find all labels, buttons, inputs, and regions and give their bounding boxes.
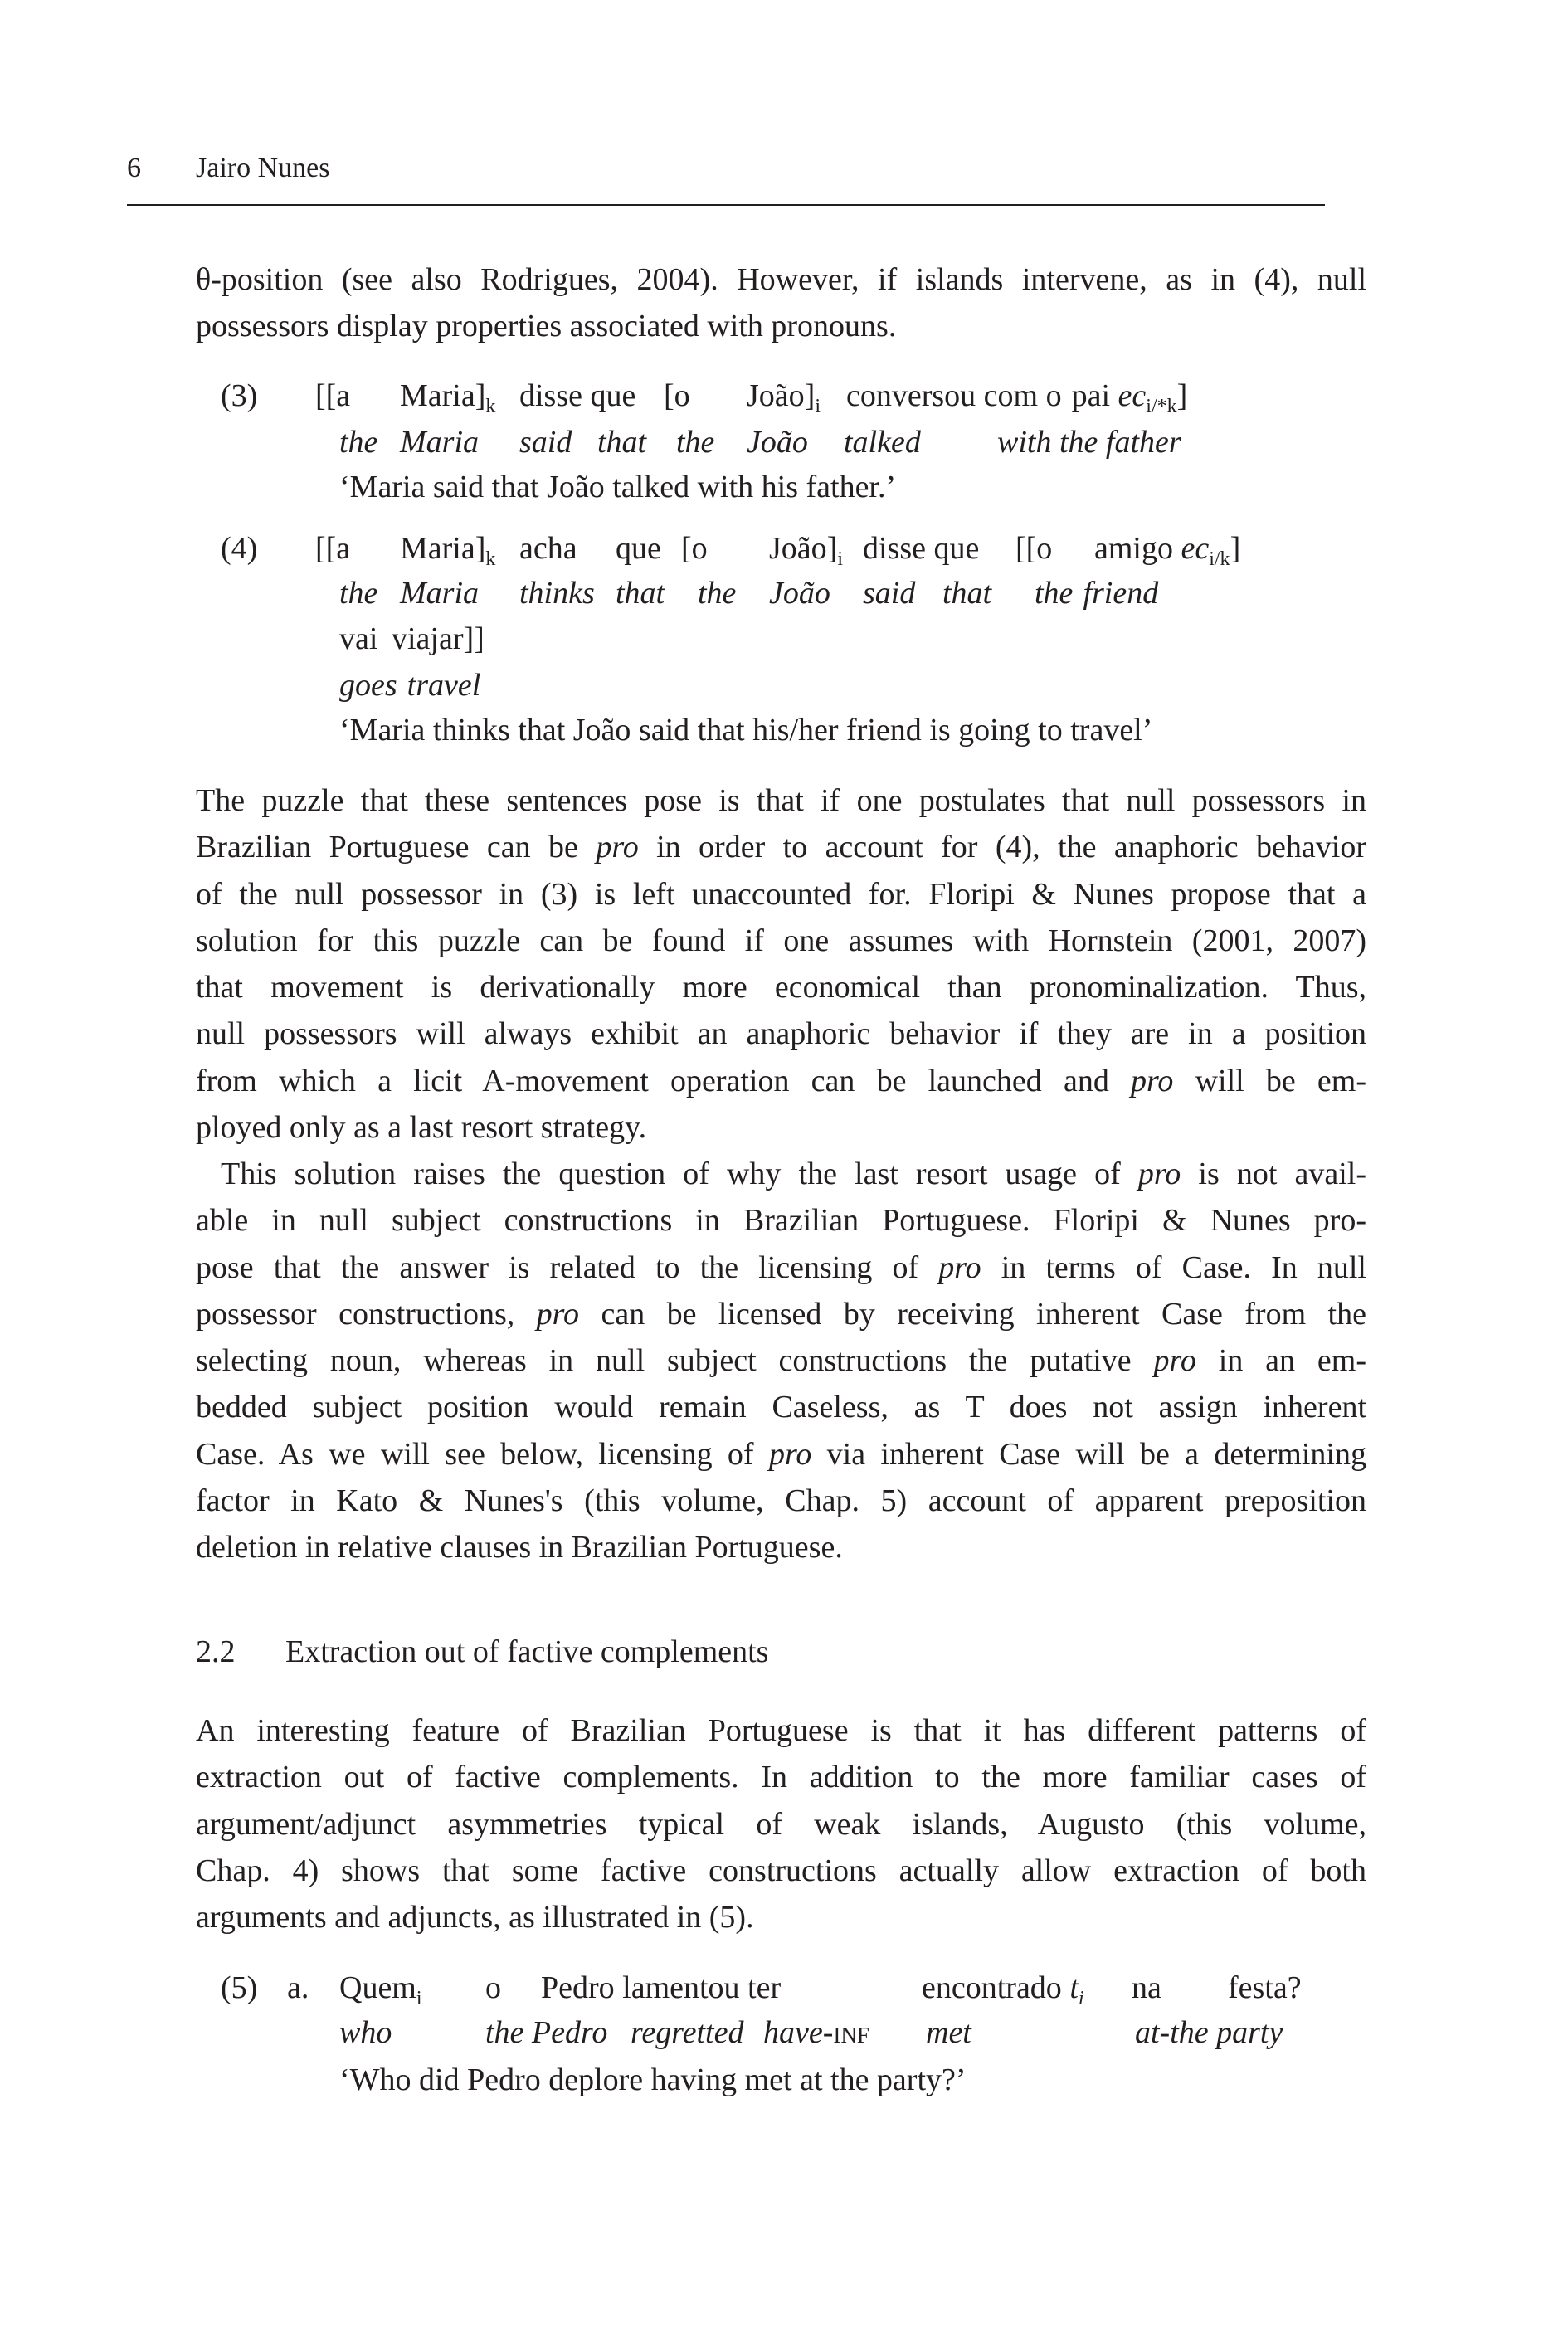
gloss-word: travel [407, 668, 481, 703]
gloss-word: talked [844, 425, 921, 460]
text-line [196, 1707, 1366, 1754]
text-segment: able in null subject constructions in Brazilian Portuguese. Floripi & Nunes pro- [196, 1203, 1366, 1239]
text-segment: arguments and adjuncts, as illustrated in (5). [196, 1900, 754, 1936]
text-segment: deletion in relative clauses in Brazilian Portuguese. [196, 1530, 843, 1566]
text-line [196, 1197, 1366, 1244]
text-line [196, 918, 1366, 964]
paragraph-3 [196, 1151, 1366, 1571]
text-segment: Brazilian Portuguese can be [196, 830, 597, 865]
text-line [196, 1478, 1366, 1524]
text-segment: An interesting feature of Brazilian Portuguese is that it has different patterns of [196, 1713, 1366, 1748]
example-4-gloss-continued [0, 662, 490, 709]
gloss-word: who [339, 2015, 392, 2050]
word: $Maria]_k$ [400, 531, 496, 570]
italic-term: pro [1153, 1343, 1196, 1379]
text-segment: θ-position (see also Rodrigues, 2004). However, if islands intervene, as in (4), null [196, 262, 1366, 297]
text-segment: that movement is derivationally more economical than pronominalization. Thus, [196, 970, 1366, 1006]
example-3-gloss [0, 419, 1191, 465]
word: disse que [519, 378, 636, 413]
word: pai $ec_{i/*k}$] [1071, 378, 1188, 417]
gloss-word: goes [339, 668, 397, 703]
gloss-word: the [1035, 576, 1074, 611]
running-header-author: Jairo Nunes [196, 153, 330, 183]
gloss-word: with the father [997, 425, 1181, 460]
example-4-source-continued [0, 616, 494, 662]
translation: ‘Who did Pedro deplore having met at the party?’ [339, 2062, 967, 2097]
gloss-word: the Pedro [485, 2015, 608, 2050]
translation: ‘Maria thinks that João said that his/her friend is going to travel’ [339, 713, 1153, 747]
text-segment: extraction out of factive complements. In addition to the more familiar cases of [196, 1760, 1366, 1795]
word: viajar]] [392, 621, 485, 656]
text-line [196, 1244, 1366, 1291]
example-5-source [0, 1965, 1312, 2011]
word: Pedro lamentou ter [541, 1970, 782, 2005]
text-line [196, 1337, 1366, 1384]
text-line [196, 777, 1366, 824]
text-segment: pose that the answer is related to the licensing of [196, 1249, 939, 1285]
word: [o [664, 378, 690, 413]
example-5-translation [0, 2057, 976, 2103]
text-segment: This solution raises the question of why the last resort usage of [221, 1157, 1138, 1191]
italic-term: pro [768, 1436, 812, 1472]
gloss-word: regretted [631, 2015, 744, 2050]
text-line [196, 964, 1366, 1010]
text-segment: Chap. 4) shows that some factive constructions actually allow extraction of both [196, 1853, 1366, 1888]
word: na [1132, 1970, 1161, 2005]
gloss-word: that [616, 576, 665, 611]
word: disse que [863, 531, 980, 566]
text-line [196, 1754, 1366, 1800]
text-line [196, 871, 1366, 918]
text-segment: in terms of Case. In null [981, 1249, 1366, 1285]
text-segment: selecting noun, whereas in null subject constructions the putative [196, 1343, 1154, 1379]
text-line [196, 1894, 1366, 1941]
gloss-word: at-the party [1135, 2015, 1283, 2050]
word: [o [681, 531, 708, 566]
word: Quem$_i$ [339, 1970, 422, 2009]
word: que [616, 531, 661, 566]
gloss-word: thinks [519, 576, 595, 611]
text-line [196, 1384, 1366, 1430]
gloss-word: have-inf [763, 2015, 869, 2050]
example-number: (3) [221, 378, 258, 413]
text-segment: factor in Kato & Nunes's (this volume, Chap. 5) account of apparent preposition [196, 1483, 1366, 1519]
text-segment: in order to account for (4), the anaphoric behavior [638, 830, 1366, 865]
word: [[a [315, 531, 351, 566]
text-segment: possessors display properties associated with pronouns. [196, 309, 897, 344]
text-line [196, 256, 1366, 303]
text-segment: bedded subject position would remain Caseless, as T does not assign inherent [196, 1390, 1366, 1425]
example-4-translation [0, 707, 1162, 753]
text-segment: will be em- [1173, 1063, 1366, 1098]
word: amigo $ec_{i/k}$] [1094, 531, 1241, 570]
word: o [485, 1970, 501, 2005]
italic-term: pro [938, 1249, 981, 1285]
gloss-word: the [698, 576, 737, 611]
italic-term: pro [1131, 1063, 1174, 1098]
gloss-word: Maria [400, 576, 479, 611]
gloss-word: said [519, 425, 572, 460]
text-segment: of the null possessor in (3) is left unaccounted for. Floripi & Nunes propose that a [196, 876, 1366, 912]
text-line [196, 1151, 1366, 1197]
paragraph-4 [196, 1707, 1366, 1941]
text-line [196, 1801, 1366, 1848]
text-segment: solution for this puzzle can be found if one assumes with Hornstein (2001, 2007) [196, 923, 1366, 958]
text-segment: from which a licit A-movement operation can be launched and [196, 1063, 1132, 1098]
word: vai [339, 621, 378, 656]
gloss-word: said [863, 576, 916, 611]
example-3-source [0, 373, 1197, 419]
italic-term: pro [1137, 1157, 1181, 1191]
text-line [196, 1848, 1366, 1894]
gloss-word: met [926, 2015, 971, 2050]
gloss-word: the [339, 576, 378, 611]
italic-term: pro [536, 1296, 580, 1332]
gloss-word: the [339, 425, 378, 460]
text-segment: can be licensed by receiving inherent Case from the [579, 1296, 1366, 1332]
text-segment: possessor constructions, [196, 1296, 537, 1332]
text-line [196, 1010, 1366, 1057]
word: festa? [1228, 1970, 1302, 2005]
word: $João]_i$ [747, 378, 821, 417]
text-line [196, 1104, 1366, 1151]
text-line [196, 1431, 1366, 1478]
text-line [196, 1058, 1366, 1104]
text-segment: Case. As we will see below, licensing of [196, 1436, 769, 1472]
example-3-translation [0, 464, 906, 510]
example-4-source [0, 525, 1250, 572]
word: [[o [1015, 531, 1053, 566]
word: encontrado $t_i$ [922, 1970, 1084, 2009]
text-line [196, 303, 1366, 349]
text-segment: via inherent Case will be a determining [811, 1436, 1366, 1472]
word: [[a [315, 378, 351, 413]
example-letter: a. [287, 1970, 309, 2005]
text-line [196, 1291, 1366, 1337]
gloss-word: friend [1083, 576, 1159, 611]
header-rule [127, 204, 1325, 206]
text-segment: The puzzle that these sentences pose is that if one postulates that null possessors in [196, 783, 1366, 818]
example-number: (5) [221, 1970, 258, 2005]
gloss-word: that [942, 576, 992, 611]
gloss-word: that [597, 425, 647, 460]
text-line [196, 1524, 1366, 1570]
word: conversou com o [846, 378, 1062, 413]
text-segment: is not avail- [1181, 1157, 1366, 1191]
example-5-gloss [0, 2009, 1293, 2056]
gloss-word: Maria [400, 425, 479, 460]
text-segment: argument/adjunct asymmetries typical of weak islands, Augusto (this volume, [196, 1806, 1366, 1842]
section-number: 2.2 [196, 1634, 236, 1669]
gloss-word: João [747, 425, 808, 460]
word: $Maria]_k$ [400, 378, 496, 417]
gloss-word: the [676, 425, 715, 460]
paragraph-1 [196, 256, 1366, 350]
text-line [196, 824, 1366, 870]
word: acha [519, 531, 577, 566]
example-4-gloss [0, 570, 1168, 616]
text-segment: in an em- [1195, 1343, 1366, 1379]
text-segment: ployed only as a last resort strategy. [196, 1110, 647, 1146]
example-number: (4) [221, 531, 258, 566]
paragraph-2 [196, 777, 1366, 1151]
gloss-word: João [769, 576, 830, 611]
text-segment: null possessors will always exhibit an anaphoric behavior if they are in a position [196, 1016, 1366, 1052]
section-title: Extraction out of factive complements [285, 1634, 769, 1669]
word: $João]_i$ [769, 531, 843, 570]
page-number: 6 [127, 153, 141, 183]
translation: ‘Maria said that João talked with his father.’ [339, 470, 897, 504]
italic-term: pro [596, 830, 639, 865]
